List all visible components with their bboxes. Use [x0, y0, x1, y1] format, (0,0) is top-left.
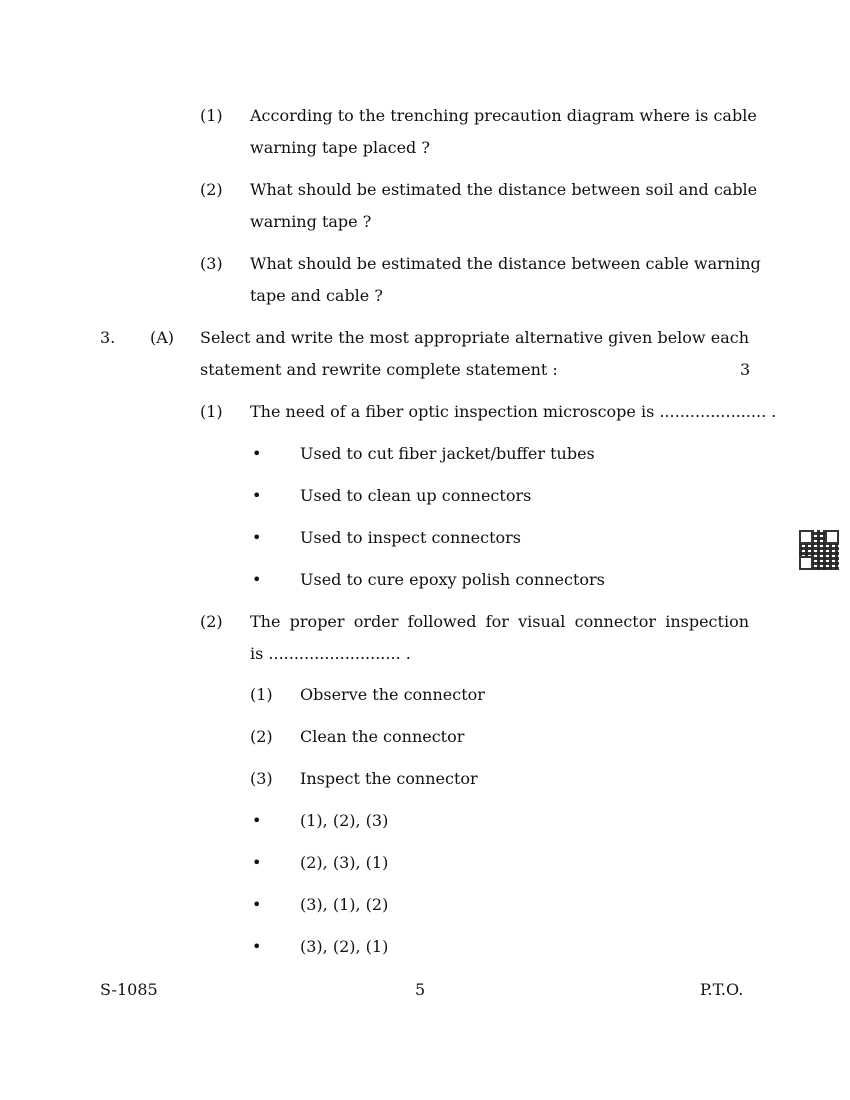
bullet: • [252, 570, 262, 589]
question-part: (A) [150, 328, 175, 347]
step-number: (3) [250, 769, 273, 788]
bullet: • [252, 937, 262, 956]
subquestion-text: The need of a fiber optic inspection microscope is ..................... . [250, 402, 777, 421]
bullet: • [252, 811, 262, 830]
bullet: • [252, 895, 262, 914]
pto-label: P.T.O. [700, 980, 744, 999]
subquestion-text-line: The proper order followed for visual connector inspection [250, 612, 749, 631]
item-text-line: tape and cable ? [250, 286, 383, 305]
question-instruction-line: statement and rewrite complete statement : [200, 360, 558, 379]
bullet: • [252, 444, 262, 463]
item-text-line: According to the trenching precaution diagram where is cable [250, 106, 757, 125]
question-number: 3. [100, 328, 116, 347]
subquestion-number: (2) [200, 612, 223, 631]
item-text-line: What should be estimated the distance between cable warning [250, 254, 761, 273]
bullet: • [252, 486, 262, 505]
item-number: (1) [200, 106, 223, 125]
option-text: (3), (2), (1) [300, 937, 389, 956]
subquestion-number: (1) [200, 402, 223, 421]
qr-code [799, 530, 839, 570]
option-text: (3), (1), (2) [300, 895, 389, 914]
item-text-line: What should be estimated the distance between soil and cable [250, 180, 758, 199]
step-text: Observe the connector [300, 685, 485, 704]
option-text: Used to inspect connectors [300, 528, 522, 547]
item-number: (2) [200, 180, 223, 199]
marks: 3 [740, 360, 751, 379]
page-number: 5 [415, 980, 426, 999]
option-text: Used to cut fiber jacket/buffer tubes [300, 444, 595, 463]
option-text: (1), (2), (3) [300, 811, 389, 830]
step-number: (2) [250, 727, 273, 746]
item-number: (3) [200, 254, 223, 273]
option-text: (2), (3), (1) [300, 853, 389, 872]
item-text-line: warning tape placed ? [250, 138, 430, 157]
option-text: Used to cure epoxy polish connectors [300, 570, 605, 589]
bullet: • [252, 528, 262, 547]
paper-code: S-1085 [100, 980, 158, 999]
step-number: (1) [250, 685, 273, 704]
step-text: Clean the connector [300, 727, 465, 746]
question-instruction-line: Select and write the most appropriate alternative given below each [200, 328, 749, 347]
option-text: Used to clean up connectors [300, 486, 532, 505]
bullet: • [252, 853, 262, 872]
subquestion-text-line: is .......................... . [250, 644, 411, 663]
item-text-line: warning tape ? [250, 212, 372, 231]
step-text: Inspect the connector [300, 769, 478, 788]
